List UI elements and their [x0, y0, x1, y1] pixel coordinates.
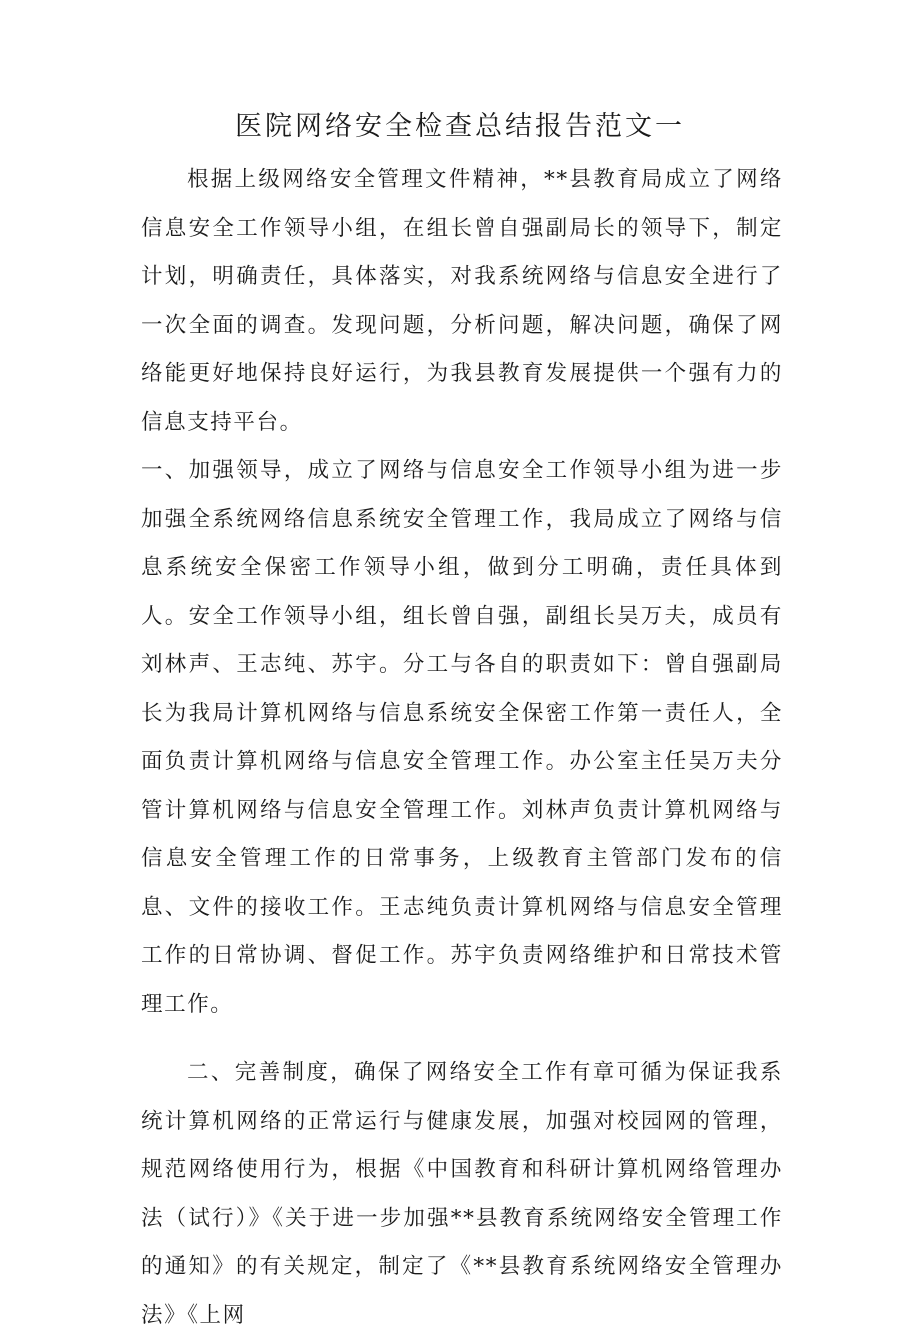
document-title: 医院网络安全检查总结报告范文一 — [235, 111, 685, 142]
paragraph-intro: 根据上级网络安全管理文件精神，**县教育局成立了网络信息安全工作领导小组，在组长曾自强副局长的领导下，制定计划，明确责任，具体落实，对我系统网络与信息安全进行了一次全面的调查。发现问题，分析问题，解决问题，确保了网络能更好地保持良好运行，为我县教育发展提供一个强有力的信息支持平台。 — [141, 167, 783, 435]
document-body — [141, 156, 783, 1340]
paragraph-section-two: 二、完善制度，确保了网络安全工作有章可循为保证我系统计算机网络的正常运行与健康发展，加强对校园网的管理，规范网络使用行为，根据《中国教育和科研计算机网络管理办法（试行）》《关于进一步加强**县教育系统网络安全管理工作的通知》的有关规定，制定了《**县教育系统网络安全管理办法》《上网 — [141, 1060, 783, 1328]
paragraph-section-one: 一、加强领导，成立了网络与信息安全工作领导小组为进一步加强全系统网络信息系统安全管理工作，我局成立了网络与信息系统安全保密工作领导小组，做到分工明确，责任具体到人。安全工作领导小组，组长曾自强，副组长吴万夫，成员有刘林声、王志纯、苏宇。分工与各自的职责如下：曾自强副局长为我局计算机网络与信息系统安全保密工作第一责任人，全面负责计算机网络与信息安全管理工作。办公室主任吴万夫分管计算机网络与信息安全管理工作。刘林声负责计算机网络与信息安全管理工作的日常事务，上级教育主管部门发布的信息、文件的接收工作。王志纯负责计算机网络与信息安全管理工作的日常协调、督促工作。苏宇负责网络维护和日常技术管理工作。 — [141, 458, 783, 1017]
paragraph-gap — [141, 1029, 783, 1049]
